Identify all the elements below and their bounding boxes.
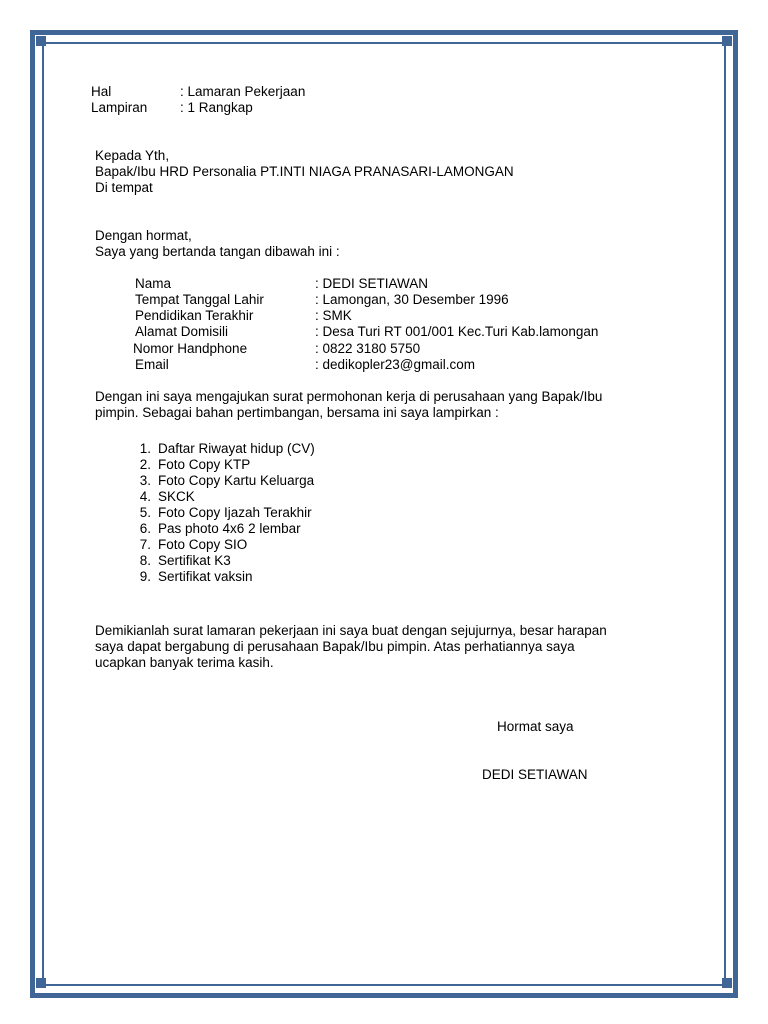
- signature-salutation: Hormat saya: [497, 719, 574, 734]
- border-corner-bottom-left: [36, 978, 46, 988]
- border-corner-bottom-right: [722, 978, 732, 988]
- list-item-text: Foto Copy KTP: [158, 457, 251, 472]
- lampiran-label: Lampiran: [91, 100, 148, 115]
- lampiran-value: : 1 Rangkap: [180, 100, 253, 115]
- closing-line1: Demikianlah surat lamaran pekerjaan ini saya buat dengan sejujurnya, besar harapan: [95, 623, 607, 638]
- list-item-number: 9.: [139, 569, 151, 584]
- closing-line3: ucapkan banyak terima kasih.: [95, 655, 274, 670]
- list-item-number: 4.: [139, 489, 151, 504]
- request-line1: Dengan ini saya mengajukan surat permohonan kerja di perusahaan yang Bapak/Ibu: [95, 389, 603, 404]
- greeting: Dengan hormat,: [95, 228, 192, 243]
- list-item-number: 1.: [139, 441, 151, 456]
- recipient-line2: Bapak/Ibu HRD Personalia PT.INTI NIAGA PRANASARI-LAMONGAN: [95, 164, 514, 179]
- list-item-text: Foto Copy Ijazah Terakhir: [158, 505, 312, 520]
- list-item-number: 8.: [139, 553, 151, 568]
- identity-label-ttl: Tempat Tanggal Lahir: [135, 292, 264, 307]
- list-item-number: 5.: [139, 505, 151, 520]
- intro-text: Saya yang bertanda tangan dibawah ini :: [95, 244, 340, 259]
- identity-value-email: : dedikopler23@gmail.com: [315, 357, 476, 372]
- signature-name: DEDI SETIAWAN: [482, 767, 588, 782]
- list-item-number: 2.: [139, 457, 151, 472]
- identity-value-handphone: : 0822 3180 5750: [315, 341, 421, 356]
- identity-label-handphone: Nomor Handphone: [133, 341, 248, 356]
- identity-label-pendidikan: Pendidikan Terakhir: [135, 308, 254, 323]
- border-corner-top-right: [722, 36, 732, 46]
- recipient-line3: Di tempat: [95, 180, 153, 195]
- list-item-text: Daftar Riwayat hidup (CV): [158, 441, 315, 456]
- identity-label-alamat: Alamat Domisili: [135, 324, 229, 339]
- border-corner-top-left: [36, 36, 46, 46]
- list-item-text: Sertifikat vaksin: [158, 569, 253, 584]
- identity-value-alamat: : Desa Turi RT 001/001 Kec.Turi Kab.lamongan: [315, 324, 599, 339]
- list-item-text: Foto Copy SIO: [158, 537, 248, 552]
- identity-label-email: Email: [135, 357, 169, 372]
- list-item-number: 3.: [139, 473, 151, 488]
- list-item-text: Foto Copy Kartu Keluarga: [158, 473, 315, 488]
- recipient-line1: Kepada Yth,: [95, 148, 170, 163]
- list-item-number: 7.: [139, 537, 151, 552]
- closing-line2: saya dapat bergabung di perusahaan Bapak/Ibu pimpin. Atas perhatiannya saya: [95, 639, 575, 654]
- list-item-text: SKCK: [158, 489, 195, 504]
- request-line2: pimpin. Sebagai bahan pertimbangan, bersama ini saya lampirkan :: [95, 405, 499, 420]
- list-item-number: 6.: [139, 521, 151, 536]
- identity-value-ttl: : Lamongan, 30 Desember 1996: [315, 292, 509, 307]
- identity-label-nama: Nama: [135, 276, 172, 291]
- identity-value-nama: : DEDI SETIAWAN: [315, 276, 429, 291]
- hal-value: : Lamaran Pekerjaan: [180, 84, 306, 99]
- list-item-text: Sertifikat K3: [158, 553, 231, 568]
- hal-label: Hal: [91, 84, 112, 99]
- identity-value-pendidikan: : SMK: [315, 308, 352, 323]
- list-item-text: Pas photo 4x6 2 lembar: [158, 521, 301, 536]
